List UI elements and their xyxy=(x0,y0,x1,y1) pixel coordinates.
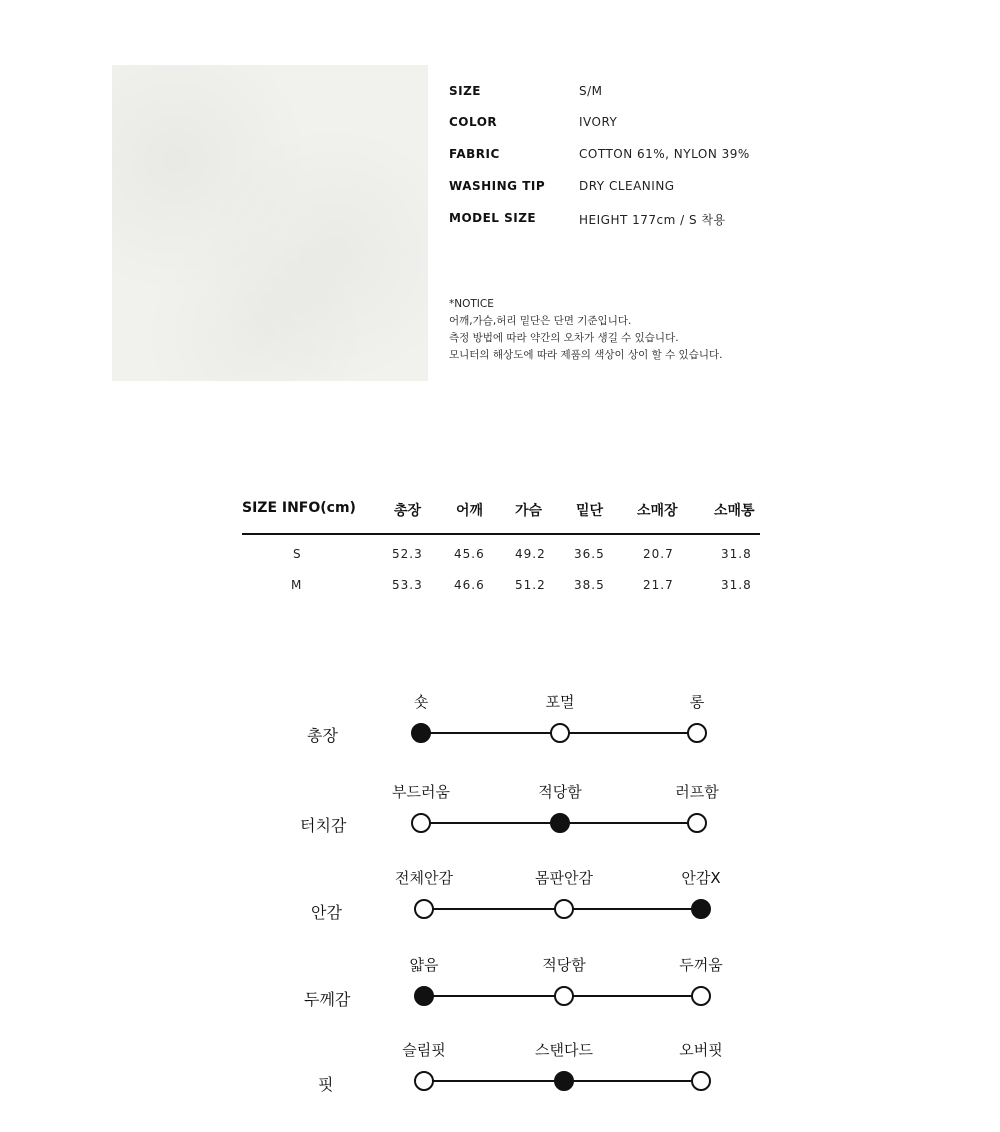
scale-option-label: 적당함 xyxy=(542,956,586,974)
scale-dot xyxy=(687,813,707,833)
scale-dot xyxy=(550,813,570,833)
spec-value: HEIGHT 177cm / S 착용 xyxy=(579,213,726,227)
spec-value: IVORY xyxy=(579,115,618,129)
scale-option-label: 포멀 xyxy=(545,693,575,711)
spec-label: WASHING TIP xyxy=(449,179,546,193)
size-cell: 45.6 xyxy=(454,547,485,561)
scale-label: 두께감 xyxy=(304,990,351,1009)
scale-touch xyxy=(0,781,1000,851)
notice-block xyxy=(449,296,722,364)
size-header-cell: 총장 xyxy=(394,503,422,519)
spec-value: DRY CLEANING xyxy=(579,179,675,193)
spec-label: MODEL SIZE xyxy=(449,211,537,225)
scale-option-label: 적당함 xyxy=(538,783,582,801)
scale-dot xyxy=(411,723,431,743)
size-cell: 31.8 xyxy=(721,547,752,561)
size-header-title: SIZE INFO(cm) xyxy=(242,500,356,516)
scale-length xyxy=(0,691,1000,761)
size-header-cell: 소매장 xyxy=(637,503,678,519)
spec-label: FABRIC xyxy=(449,147,500,161)
size-cell: 53.3 xyxy=(392,578,423,592)
spec-value: COTTON 61%, NYLON 39% xyxy=(579,147,750,161)
scale-option-label: 롱 xyxy=(689,693,705,711)
size-header-cell: 소매통 xyxy=(714,503,755,519)
scale-option-label: 숏 xyxy=(413,693,429,711)
size-header-cell: 가슴 xyxy=(515,503,543,519)
size-table-header xyxy=(242,500,760,535)
scale-label: 안감 xyxy=(311,903,342,922)
size-cell: 46.6 xyxy=(454,578,485,592)
scale-dot xyxy=(414,899,434,919)
scale-label: 터치감 xyxy=(300,816,347,835)
scale-option-label: 러프함 xyxy=(675,783,719,801)
scale-option-label: 부드러움 xyxy=(392,783,450,801)
size-cell: S xyxy=(293,547,302,561)
scale-option-label: 스탠다드 xyxy=(535,1041,593,1059)
notice-line: 측정 방법에 따라 약간의 오차가 생길 수 있습니다. xyxy=(449,332,679,344)
scale-lining xyxy=(0,867,1000,937)
spec-label: SIZE xyxy=(449,84,482,98)
scale-option-label: 얇음 xyxy=(409,956,439,974)
scale-dot xyxy=(414,986,434,1006)
scale-dot xyxy=(691,986,711,1006)
size-cell: 31.8 xyxy=(721,578,752,592)
size-info-table xyxy=(242,500,760,597)
scale-thickness xyxy=(0,954,1000,1024)
size-cell: 49.2 xyxy=(515,547,546,561)
scale-dot xyxy=(414,1071,434,1091)
notice-line: 어깨,가슴,허리 밑단은 단면 기준입니다. xyxy=(449,315,632,327)
scale-dot xyxy=(691,1071,711,1091)
scale-option-label: 두꺼움 xyxy=(679,956,723,974)
scale-option-label: 안감X xyxy=(681,869,721,887)
scale-label: 핏 xyxy=(318,1075,334,1094)
scale-label: 총장 xyxy=(307,726,338,745)
table-row xyxy=(242,566,760,597)
scale-dot xyxy=(687,723,707,743)
scale-dot xyxy=(550,723,570,743)
notice-title: *NOTICE xyxy=(449,298,494,310)
scale-dot xyxy=(554,1071,574,1091)
size-cell: 21.7 xyxy=(643,578,674,592)
size-cell: 52.3 xyxy=(392,547,423,561)
notice-line: 모니터의 해상도에 따라 제품의 색상이 상이 할 수 있습니다. xyxy=(449,349,723,361)
spec-label: COLOR xyxy=(449,115,498,129)
scale-dot xyxy=(691,899,711,919)
table-row xyxy=(242,535,760,566)
spec-value: S/M xyxy=(579,84,603,98)
fabric-swatch-image xyxy=(112,65,428,381)
size-header-cell: 어깨 xyxy=(456,503,484,519)
scale-dot xyxy=(554,899,574,919)
scale-option-label: 몸판안감 xyxy=(535,869,593,887)
scale-fit xyxy=(0,1039,1000,1109)
scale-dot xyxy=(411,813,431,833)
scale-option-label: 전체안감 xyxy=(395,869,453,887)
size-cell: M xyxy=(291,578,303,592)
scale-dot xyxy=(554,986,574,1006)
scale-option-label: 오버핏 xyxy=(679,1041,723,1059)
size-cell: 36.5 xyxy=(574,547,605,561)
size-cell: 20.7 xyxy=(643,547,674,561)
size-cell: 51.2 xyxy=(515,578,546,592)
scale-option-label: 슬림핏 xyxy=(402,1041,446,1059)
size-header-cell: 밑단 xyxy=(576,503,604,519)
size-cell: 38.5 xyxy=(574,578,605,592)
